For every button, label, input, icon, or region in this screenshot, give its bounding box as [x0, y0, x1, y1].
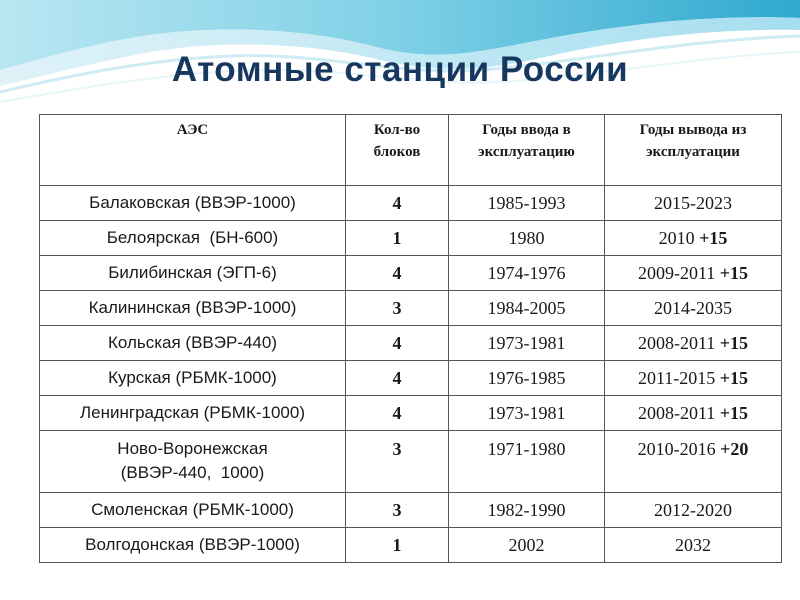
unit-count: 3 [346, 291, 449, 326]
nuclear-stations-table [39, 114, 782, 563]
end-years: 2010-2016 +20 [605, 431, 782, 493]
table-row [40, 326, 782, 361]
table-row [40, 396, 782, 431]
station-name: Калининская (ВВЭР-1000) [40, 291, 346, 326]
extension-years: +15 [719, 333, 749, 353]
unit-count: 4 [346, 186, 449, 221]
station-name: Курская (РБМК-1000) [40, 361, 346, 396]
end-years: 2008-2011 +15 [605, 396, 782, 431]
unit-count: 4 [346, 256, 449, 291]
station-name: Ленинградская (РБМК-1000) [40, 396, 346, 431]
unit-count: 4 [346, 396, 449, 431]
extension-years: +20 [720, 439, 749, 459]
station-name: Балаковская (ВВЭР-1000) [40, 186, 346, 221]
table-row [40, 221, 782, 256]
header-units: Кол-во блоков [346, 115, 449, 186]
start-years: 1971-1980 [449, 431, 605, 493]
page-title: Атомные станции России [171, 50, 629, 89]
start-years: 1973-1981 [449, 396, 605, 431]
end-years: 2008-2011 +15 [605, 326, 782, 361]
end-years: 2012-2020 [605, 493, 782, 528]
header-station: АЭС [40, 115, 346, 186]
start-years: 1974-1976 [449, 256, 605, 291]
header-end-years: Годы вывода из эксплуатации [605, 115, 782, 186]
table-row [40, 493, 782, 528]
extension-years: +15 [699, 228, 728, 248]
end-years: 2011-2015 +15 [605, 361, 782, 396]
start-years: 1982-1990 [449, 493, 605, 528]
unit-count: 4 [346, 326, 449, 361]
table-row [40, 256, 782, 291]
start-years: 1973-1981 [449, 326, 605, 361]
table-row [40, 361, 782, 396]
station-name: Белоярская (БН-600) [40, 221, 346, 256]
extension-years: +15 [719, 263, 749, 283]
table-row [40, 291, 782, 326]
end-years: 2014-2035 [605, 291, 782, 326]
table-row [40, 528, 782, 563]
unit-count: 1 [346, 221, 449, 256]
start-years: 1980 [449, 221, 605, 256]
extension-years: +15 [719, 403, 749, 423]
start-years: 1976-1985 [449, 361, 605, 396]
station-name: Кольская (ВВЭР-440) [40, 326, 346, 361]
station-name: Билибинская (ЭГП-6) [40, 256, 346, 291]
table-row [40, 431, 782, 493]
start-years: 1985-1993 [449, 186, 605, 221]
table-header-row [40, 115, 782, 186]
station-name: Волгодонская (ВВЭР-1000) [40, 528, 346, 563]
end-years: 2032 [605, 528, 782, 563]
end-years: 2010 +15 [605, 221, 782, 256]
unit-count: 3 [346, 431, 449, 493]
station-name: Смоленская (РБМК-1000) [40, 493, 346, 528]
start-years: 2002 [449, 528, 605, 563]
unit-count: 3 [346, 493, 449, 528]
header-start-years: Годы ввода в эксплуатацию [449, 115, 605, 186]
extension-years: +15 [719, 368, 749, 388]
start-years: 1984-2005 [449, 291, 605, 326]
end-years: 2015-2023 [605, 186, 782, 221]
station-name: Ново-Воронежская (ВВЭР-440, 1000) [40, 431, 346, 493]
table-row [40, 186, 782, 221]
unit-count: 1 [346, 528, 449, 563]
unit-count: 4 [346, 361, 449, 396]
end-years: 2009-2011 +15 [605, 256, 782, 291]
